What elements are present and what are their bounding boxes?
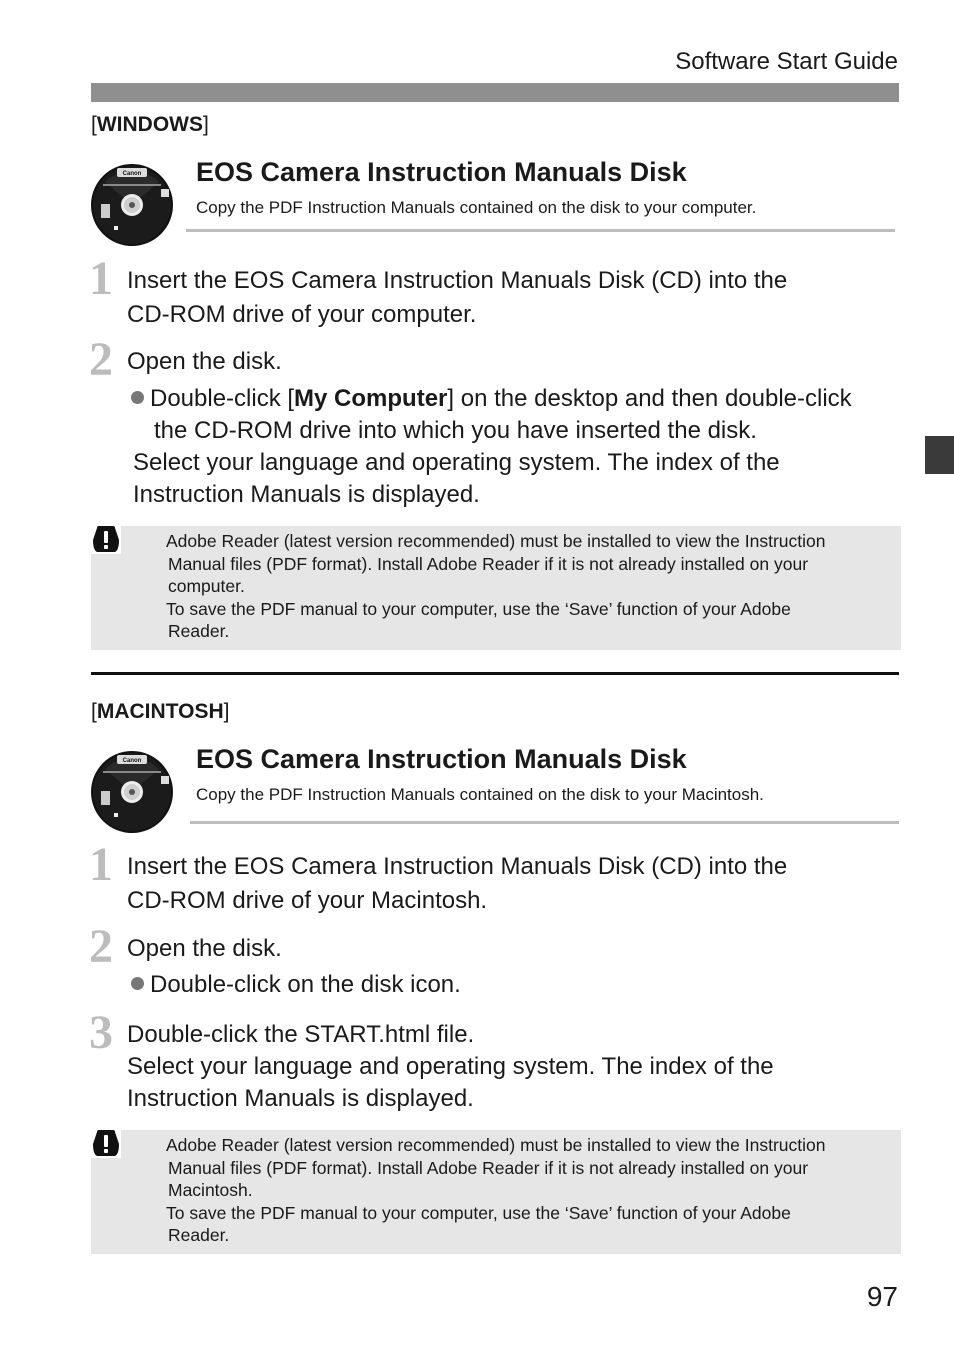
windows-disk-description: Copy the PDF Instruction Manuals contained on the disk to your computer. <box>196 198 757 217</box>
running-header: Software Start Guide <box>675 48 898 75</box>
bullet-dot-icon <box>131 391 144 404</box>
windows-step1-number: 1 <box>89 252 113 305</box>
cd-disk-icon <box>91 164 173 246</box>
my-computer-label: My Computer <box>294 385 448 412</box>
caution-icon <box>91 526 121 554</box>
header-bar <box>91 83 899 102</box>
bullet-dot-icon <box>131 977 144 990</box>
macintosh-label-text: MACINTOSH <box>96 700 224 723</box>
windows-bullet: Double-click [My Computer] on the desktop and then double-click <box>131 383 852 415</box>
windows-section-label: [WINDOWS] <box>91 113 209 136</box>
cd-disk-icon <box>91 751 173 833</box>
section-divider <box>91 672 899 675</box>
windows-label-text: WINDOWS <box>96 113 203 136</box>
windows-step1-text <box>127 264 787 332</box>
windows-para-line1: Select your language and operating system. The index of the <box>133 449 780 476</box>
note-line: Manual files (PDF format). Install Adobe Reader if it is not already installed on your <box>168 1157 809 1178</box>
note-line: Reader. <box>168 1225 230 1245</box>
macintosh-caution-note <box>91 1130 901 1254</box>
macintosh-step3-number: 3 <box>89 1006 113 1059</box>
note-line: computer. <box>168 576 245 596</box>
macintosh-disk-description: Copy the PDF Instruction Manuals contained on the disk to your Macintosh. <box>196 785 764 804</box>
windows-step2-number: 2 <box>89 333 113 386</box>
windows-step2-text: Open the disk. <box>127 348 282 375</box>
macintosh-note-text <box>166 1134 891 1247</box>
macintosh-step1-text <box>127 850 787 918</box>
note-line: Macintosh. <box>168 1180 253 1200</box>
windows-note-text <box>166 530 891 643</box>
page-number: 97 <box>866 1281 898 1312</box>
macintosh-disk-rule <box>190 821 899 824</box>
side-tab-marker <box>925 436 954 474</box>
note-line: Adobe Reader (latest version recommended) must be installed to view the Instruction <box>166 531 826 551</box>
windows-caution-note <box>91 526 901 650</box>
note-line: Reader. <box>168 621 230 641</box>
macintosh-step2-text: Open the disk. <box>127 935 282 962</box>
macintosh-step1-line1: Insert the EOS Camera Instruction Manuals Disk (CD) into the <box>127 853 788 880</box>
note-line: To save the PDF manual to your computer, use the ‘Save’ function of your Adobe <box>166 598 791 619</box>
macintosh-para-line2: Instruction Manuals is displayed. <box>127 1085 474 1112</box>
macintosh-para-line1: Select your language and operating system. The index of the <box>127 1053 774 1080</box>
note-line: To save the PDF manual to your computer, use the ‘Save’ function of your Adobe <box>166 1202 791 1223</box>
note-line: Manual files (PDF format). Install Adobe Reader if it is not already installed on your <box>168 553 809 574</box>
macintosh-step3-text: Double-click the START.html file. <box>127 1021 475 1048</box>
disk-logo-text: Canon <box>122 171 142 177</box>
macintosh-step1-line2: CD-ROM drive of your Macintosh. <box>127 887 488 914</box>
macintosh-section-label: [MACINTOSH] <box>91 700 230 723</box>
windows-disk-title: EOS Camera Instruction Manuals Disk <box>196 157 687 187</box>
windows-para-line2: Instruction Manuals is displayed. <box>133 481 480 508</box>
macintosh-step1-number: 1 <box>89 838 113 891</box>
macintosh-disk-title: EOS Camera Instruction Manuals Disk <box>196 744 687 774</box>
windows-step1-line1: Insert the EOS Camera Instruction Manuals Disk (CD) into the <box>127 267 788 294</box>
note-line: Adobe Reader (latest version recommended) must be installed to view the Instruction <box>166 1135 826 1155</box>
caution-icon <box>91 1130 121 1158</box>
macintosh-step2-number: 2 <box>89 920 113 973</box>
windows-step1-line2: CD-ROM drive of your computer. <box>127 301 477 328</box>
macintosh-bullet: Double-click on the disk icon. <box>131 969 461 1001</box>
windows-bullet-line2: the CD-ROM drive into which you have inserted the disk. <box>154 417 757 444</box>
disk-logo-text: Canon <box>122 758 142 764</box>
windows-disk-rule <box>186 229 895 232</box>
